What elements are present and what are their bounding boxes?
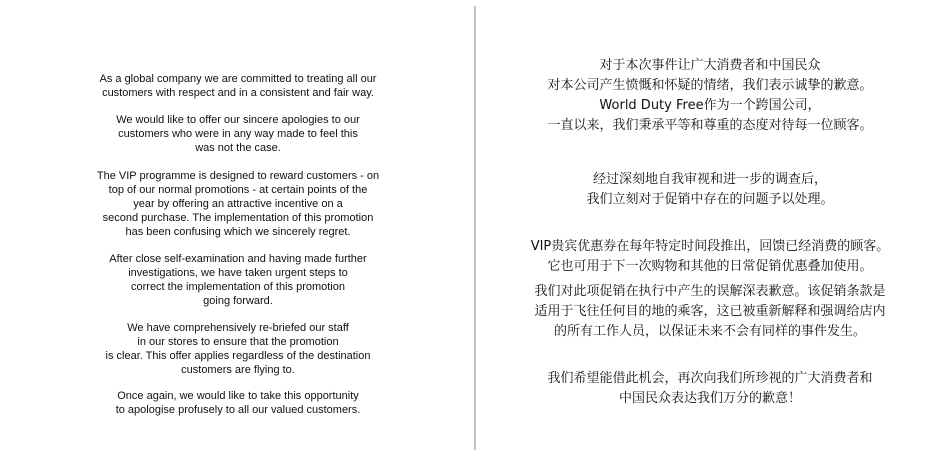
text-line: 适用于飞往任何目的地的乘客，这已被重新解释和强调给店内 xyxy=(534,304,886,319)
english-paragraph-vip-programme xyxy=(10,169,466,239)
english-paragraph-commitment xyxy=(10,72,466,100)
text-line: was not the case. xyxy=(195,142,281,154)
text-line: 对本公司产生愤慨和怀疑的情绪，我们表示诚挚的歉意。 xyxy=(547,78,873,93)
text-line: 它也可用于下一次购物和其他的日常促销优惠叠加使用。 xyxy=(547,259,873,274)
text-line: 对于本次事件让广大消费者和中国民众 xyxy=(599,58,821,73)
text-line: investigations, we have taken urgent steps to xyxy=(128,267,348,279)
english-paragraph-closing xyxy=(10,389,466,417)
text-line: We have comprehensively re-briefed our staff xyxy=(127,322,349,334)
text-line: is clear. This offer applies regardless of the destination xyxy=(105,350,371,362)
text-line: customers with respect and in a consistent and fair way. xyxy=(102,87,374,99)
text-line: to apologise profusely to all our valued customers. xyxy=(115,404,361,416)
chinese-paragraph-closing xyxy=(484,369,936,409)
text-line: year by offering an attractive incentive on a xyxy=(133,198,343,210)
chinese-paragraph-investigation xyxy=(484,170,936,210)
text-line: 一直以来，我们秉承平等和尊重的态度对待每一位顾客。 xyxy=(547,118,873,133)
text-line: going forward. xyxy=(203,295,273,307)
text-line: customers are flying to. xyxy=(181,364,295,376)
text-line: 我们希望能借此机会，再次向我们所珍视的广大消费者和 xyxy=(547,371,873,386)
english-paragraph-staff-briefing xyxy=(10,321,466,377)
column-divider xyxy=(474,6,476,450)
chinese-paragraph-apology xyxy=(484,56,936,136)
text-line: 我们对此项促销在执行中产生的误解深表歉意。该促销条款是 xyxy=(534,284,886,299)
text-line: 中国民众表达我们万分的歉意！ xyxy=(618,391,801,406)
text-line: We would like to offer our sincere apologies to our xyxy=(116,114,360,126)
text-line: in our stores to ensure that the promotion xyxy=(137,336,339,348)
text-line: customers who were in any way made to feel this xyxy=(118,128,358,140)
text-line: has been confusing which we sincerely regret. xyxy=(125,226,351,238)
chinese-paragraph-vip-coupon xyxy=(484,237,936,277)
text-line: Once again, we would like to take this opportunity xyxy=(117,390,359,402)
chinese-paragraph-staff-briefing xyxy=(484,282,936,342)
english-paragraph-apology xyxy=(10,113,466,155)
text-line: 我们立刻对于促销中存在的问题予以处理。 xyxy=(586,192,834,207)
text-line: The VIP programme is designed to reward customers - on xyxy=(96,170,380,182)
text-line: 的所有工作人员，以保证未来不会有同样的事件发生。 xyxy=(553,324,866,339)
english-paragraph-investigation xyxy=(10,252,466,308)
text-line: World Duty Free作为一个跨国公司， xyxy=(599,98,821,113)
text-line: After close self-examination and having made further xyxy=(109,253,367,265)
text-line: VIP贵宾优惠券在每年特定时间段推出，回馈已经消费的顾客。 xyxy=(530,239,890,254)
text-line: second purchase. The implementation of this promotion xyxy=(102,212,374,224)
text-line: top of our normal promotions - at certain points of the xyxy=(108,184,368,196)
text-line: As a global company we are committed to treating all our xyxy=(99,73,377,85)
text-line: correct the implementation of this promotion xyxy=(131,281,345,293)
text-line: 经过深刻地自我审视和进一步的调查后， xyxy=(592,172,827,187)
